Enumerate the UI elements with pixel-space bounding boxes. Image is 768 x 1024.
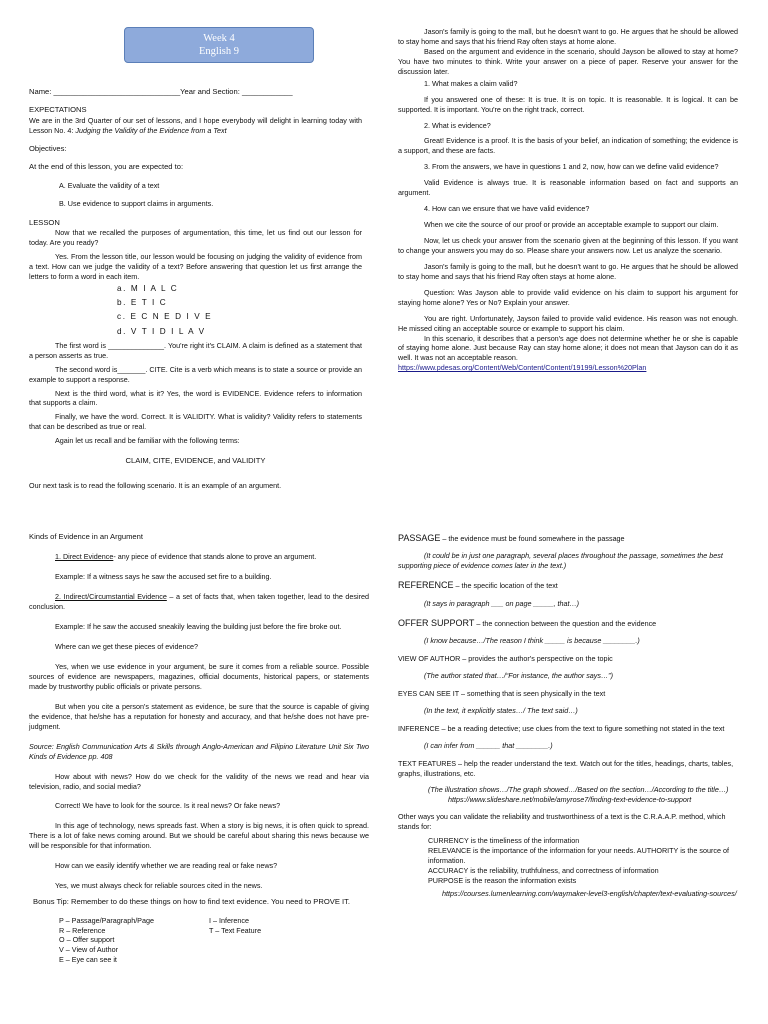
scramble-b: b. E T I C bbox=[117, 298, 168, 308]
bonus-tip: Bonus Tip: Remember to do these things on how to find text evidence. You need to PROVE IT. bbox=[33, 897, 351, 907]
reference-entry: REFERENCE – the specific location of the text bbox=[398, 580, 558, 591]
objective-b: B. Use evidence to support claims in arguments. bbox=[59, 198, 214, 208]
lumenlearning-link[interactable]: https://courses.lumenlearning.com/waymaker-level3-english/chapter/text-evaluating-sources/ bbox=[442, 888, 737, 898]
kinds-title: Kinds of Evidence in an Argument bbox=[29, 532, 143, 541]
week-label: Week 4 bbox=[203, 33, 235, 44]
passage-example: (It could be in just one paragraph, several places throughout the passage, sometimes the best supporting piece of evidence comes later in the text.) bbox=[398, 551, 723, 571]
scenario-question: Question: Was Jayson able to provide valid evidence on his claim to support his argument for staying home alone? Yes or No? Explain your answer. bbox=[398, 287, 738, 307]
answer-4: When we cite the source of our proof or provide an acceptable example to support our claim. bbox=[424, 220, 719, 230]
prove-it-left bbox=[59, 916, 209, 966]
name-line: Name: ______________________________Year and Section: ____________ bbox=[29, 87, 293, 96]
next-task: Our next task is to read the following scenario. It is an example of an argument. bbox=[29, 480, 282, 490]
question-3: 3. From the answers, we have in questions 1 and 2, now, how can we define valid evidence? bbox=[424, 162, 719, 172]
indirect-evidence: 2. Indirect/Circumstantial Evidence – a set of facts that, when taken together, lead to the desired conclusion. bbox=[29, 592, 369, 612]
first-word: The first word is ______________. You're right it's CLAIM. A claim is defined as a statement that a person asserts as true. bbox=[29, 340, 362, 360]
prove-t: T – Text Feature bbox=[209, 925, 262, 935]
technology-text: In this age of technology, news spreads fast. When a story is big news, it is often quick to spread. There is a lot of fake news coming around. But we should be careful about sharing this news because we will be responsible for that information. bbox=[29, 821, 369, 851]
answer-1: If you answered one of these: It is true. It is on topic. It is reasonable. It is logical. It can be supported. It is important. You're on the right track, correct. bbox=[398, 94, 738, 114]
lesson-p2: Yes. From the lesson title, our lesson would be focusing on judging the validity of evidence from a text. How can we judge the validity of a text? Before answering that question let us first arrange the letters to form a word in each item. bbox=[29, 251, 362, 281]
third-word: Next is the third word, what is it? Yes, the word is EVIDENCE. Evidence refers to information that supports a claim. bbox=[29, 388, 362, 408]
objectives-title: Objectives: bbox=[29, 143, 67, 153]
week-banner bbox=[124, 27, 314, 63]
second-word: The second word is_______. CITE. Cite is a verb which means is to state a source or provide an example to support a response. bbox=[29, 364, 362, 384]
offer-example: (I know because…/The reason I think _____ is because ________.) bbox=[424, 636, 640, 646]
inference-entry: INFERENCE – be a reading detective; use clues from the text to figure something not stated in the text bbox=[398, 723, 725, 733]
scramble-list bbox=[29, 284, 362, 337]
inference-example: (I can infer from ______ that ________.) bbox=[424, 740, 553, 750]
craap-purpose: PURPOSE is the reason the information exists bbox=[428, 875, 577, 885]
slideshare-link[interactable]: https://www.slideshare.net/mobile/amyrose7/finding-text-evidence-to-support bbox=[448, 795, 692, 805]
craap-relevance: RELEVANCE is the importance of the information for your needs. AUTHORITY is the source of information. bbox=[428, 846, 729, 866]
correct-text: Correct! We have to look for the source. Is it real news? Or fake news? bbox=[55, 801, 281, 811]
recall-text: Again let us recall and be familiar with the following terms: bbox=[55, 436, 240, 446]
prove-it-right bbox=[209, 916, 359, 966]
prove-e: E – Eye can see it bbox=[59, 955, 117, 965]
prove-r: R – Reference bbox=[59, 925, 106, 935]
question-2: 2. What is evidence? bbox=[424, 120, 491, 130]
scenario-p4: Jason's family is going to the mall, but he doesn't want to go. He argues that he should be allowed to stay home and says that his friend Ray often stays at home alone. bbox=[398, 261, 738, 281]
eyes-entry: EYES CAN SEE IT – something that is seen physically in the text bbox=[398, 688, 606, 698]
craap-list bbox=[398, 836, 738, 899]
prove-v: V – View of Author bbox=[59, 945, 119, 955]
subject-label: English 9 bbox=[199, 46, 239, 58]
scramble-d: d. V T I D I L A V bbox=[117, 326, 206, 336]
scenario-p6: In this scenario, it describes that a person's age does not determine whether he or she is capable of staying home alone. Just because Ray can stay home alone; it does not mean that Jayson can do it as well. It was not an acceptable reason. bbox=[398, 333, 738, 363]
lesson-title: LESSON bbox=[29, 217, 60, 227]
craap-currency: CURRENCY is the timeliness of the information bbox=[428, 836, 580, 846]
expectations-title: EXPECTATIONS bbox=[29, 105, 87, 115]
view-example: (The author stated that…/“For instance, the author says…”) bbox=[424, 670, 613, 680]
prove-i: I – Inference bbox=[209, 915, 249, 925]
example-2: Example: If he saw the accused sneakily leaving the building just before the fire broke out. bbox=[55, 622, 342, 632]
source-citation: Source: English Communication Arts & Skills through Anglo-American and Filipino Literature Unit Six Two Kinds of Evidence pp. 408 bbox=[29, 741, 369, 761]
scenario-p3: Now, let us check your answer from the scenario given at the beginning of this lesson. If you want to change your answers you may do so. Please share your answers now. Let us analyze the scenario. bbox=[398, 236, 738, 255]
text-features-entry: TEXT FEATURES – help the reader understand the text. Watch out for the titles, headings, charts, tables, graphs, illustrations, etc. bbox=[398, 758, 734, 778]
scramble-c: c. E C N E D I V E bbox=[117, 312, 213, 322]
expectations-text: We are in the 3rd Quarter of our set of lessons, and I hope everybody will delight in learning today with Lesson No. 4: Judging the Validity of the Evidence from a Text bbox=[29, 115, 362, 135]
question-1: 1. What makes a claim valid? bbox=[424, 78, 518, 88]
prove-o: O – Offer support bbox=[59, 935, 115, 945]
news-question: How about with news? How do we check for the validity of the news we read and hear via television, radio, and social media? bbox=[29, 771, 369, 791]
sources-text: Yes, when we use evidence in your argument, be sure it comes from a reliable source. Possible sources of evidence are newspapers, magazines, official documents, historical papers, or statements made by trustworthy public officials or private persons. bbox=[29, 662, 369, 691]
craap-intro: Other ways you can validate the reliability and trustworthiness of a text is the C.R.A.A.P. method, which stands for: bbox=[398, 812, 726, 832]
direct-evidence: 1. Direct Evidence- any piece of evidence that stands alone to prove an argument. bbox=[55, 552, 317, 562]
view-entry: VIEW OF AUTHOR – provides the author's perspective on the topic bbox=[398, 653, 613, 663]
left-column-page1 bbox=[29, 87, 362, 495]
eyes-example: (In the text, it explicitly states…/ The text said…) bbox=[424, 705, 578, 715]
right-column-page2 bbox=[398, 532, 738, 899]
where-question: Where can we get these pieces of evidence? bbox=[55, 642, 199, 652]
craap-accuracy: ACCURACY is the reliability, truthfulness, and correctness of information bbox=[428, 866, 659, 876]
prove-p: P – Passage/Paragraph/Page bbox=[59, 915, 154, 925]
cite-person-text: But when you cite a person's statement as evidence, be sure that the source is capable of giving the evidence, that he/she has a reputation for honesty and accuracy, and that he/she does not have pre-judgment. bbox=[29, 701, 369, 731]
scenario-p2: Based on the argument and evidence in the scenario, should Jayson be allowed to stay at home? You have two minutes to think. Write your answer on a piece of paper. Reserve your answer for the discussion later. bbox=[398, 46, 738, 76]
objective-a: A. Evaluate the validity of a text bbox=[59, 180, 160, 190]
passage-entry: PASSAGE – the evidence must be found somewhere in the passage bbox=[398, 533, 625, 543]
scenario-p1: Jason's family is going to the mall, but he doesn't want to go. He argues that he should be allowed to stay home and says that his friend Ray often stays at home alone. bbox=[398, 27, 738, 46]
scramble-a: a. M I A L C bbox=[117, 283, 179, 293]
check-sources-text: Yes, we must always check for reliable sources cited in the news. bbox=[55, 881, 263, 891]
fourth-word: Finally, we have the word. Correct. It is VALIDITY. What is validity? Validity refers to statements that can be described as true or real. bbox=[29, 412, 362, 432]
objectives-intro: At the end of this lesson, you are expected to: bbox=[29, 162, 184, 172]
question-4: 4. How can we ensure that we have valid evidence? bbox=[424, 204, 590, 214]
terms-heading: CLAIM, CITE, EVIDENCE, and VALIDITY bbox=[125, 456, 266, 466]
prove-it-list bbox=[29, 916, 369, 966]
left-column-page2 bbox=[29, 532, 369, 965]
offer-entry: OFFER SUPPORT – the connection between the question and the evidence bbox=[398, 617, 657, 628]
pdesas-link[interactable]: https://www.pdesas.org/Content/Web/Content/Content/19199/Lesson%20Plan bbox=[398, 363, 647, 373]
reference-example: (It says in paragraph ___ on page _____, that…) bbox=[424, 598, 580, 608]
identify-question: How can we easily identify whether we are reading real or fake news? bbox=[55, 861, 278, 871]
right-column-page1 bbox=[398, 27, 738, 377]
text-features-example: (The illustration shows…/The graph showed…/Based on the section…/According to the title…) bbox=[428, 785, 729, 795]
lesson-p1: Now that we recalled the purposes of argumentation, this time, let us find out our lesson for today. Are you ready? bbox=[29, 228, 362, 248]
answer-2: Great! Evidence is a proof. It is the basis of your belief, an indication of something; the evidence is a support, and these are facts. bbox=[398, 136, 738, 156]
scenario-p5: You are right. Unfortunately, Jayson failed to provide valid evidence. His reason was not enough. He missed citing an acceptable source or example to support his claim. bbox=[398, 313, 738, 333]
answer-3: Valid Evidence is always true. It is reasonable information based on fact and supports an argument. bbox=[398, 178, 738, 198]
example-1: Example: If a witness says he saw the accused set fire to a building. bbox=[55, 572, 272, 582]
